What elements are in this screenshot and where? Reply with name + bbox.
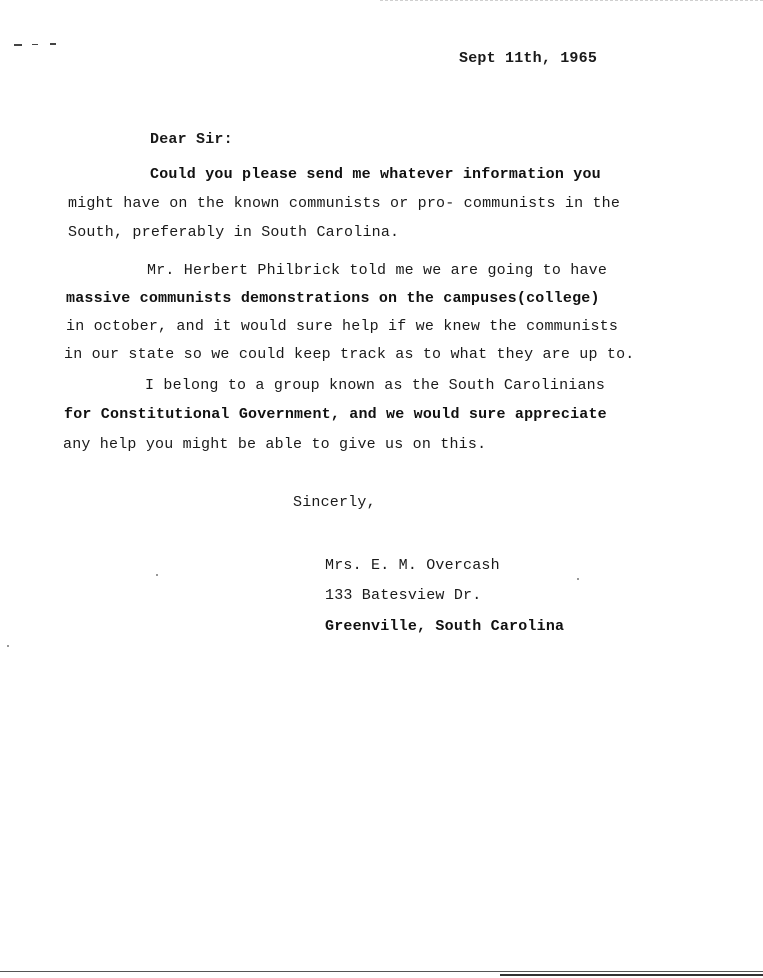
paragraph-2-line-3: in october, and it would sure help if we knew the communists bbox=[66, 318, 619, 335]
top-edge-artifact bbox=[380, 0, 763, 2]
paragraph-3-line-3: any help you might be able to give us on this. bbox=[63, 436, 487, 453]
letter-date: Sept 11th, 1965 bbox=[459, 50, 598, 67]
bottom-edge-shadow bbox=[500, 974, 763, 976]
signature-street: 133 Batesview Dr. bbox=[325, 587, 482, 604]
scan-speck bbox=[7, 645, 9, 647]
paragraph-3-line-1: I belong to a group known as the South Carolinians bbox=[145, 377, 606, 394]
margin-mark bbox=[32, 44, 38, 45]
margin-mark bbox=[14, 44, 22, 46]
paragraph-1-line-2: might have on the known communists or pro- communists in the bbox=[68, 195, 621, 212]
margin-mark bbox=[50, 43, 56, 45]
salutation: Dear Sir: bbox=[150, 131, 233, 148]
paragraph-2-line-2: massive communists demonstrations on the campuses(college) bbox=[66, 290, 600, 307]
scan-speck bbox=[156, 574, 158, 576]
scan-speck bbox=[577, 578, 579, 580]
bottom-edge-artifact bbox=[0, 971, 763, 972]
paragraph-3-line-2: for Constitutional Government, and we would sure appreciate bbox=[64, 406, 607, 423]
closing: Sincerly, bbox=[293, 494, 376, 511]
paragraph-1-line-3: South, preferably in South Carolina. bbox=[68, 224, 400, 241]
paragraph-2-line-4: in our state so we could keep track as to what they are up to. bbox=[64, 346, 635, 363]
paragraph-2-line-1: Mr. Herbert Philbrick told me we are going to have bbox=[147, 262, 608, 279]
paragraph-1-line-1: Could you please send me whatever information you bbox=[150, 166, 601, 183]
signature-city: Greenville, South Carolina bbox=[325, 618, 565, 635]
signature-name: Mrs. E. M. Overcash bbox=[325, 557, 500, 574]
